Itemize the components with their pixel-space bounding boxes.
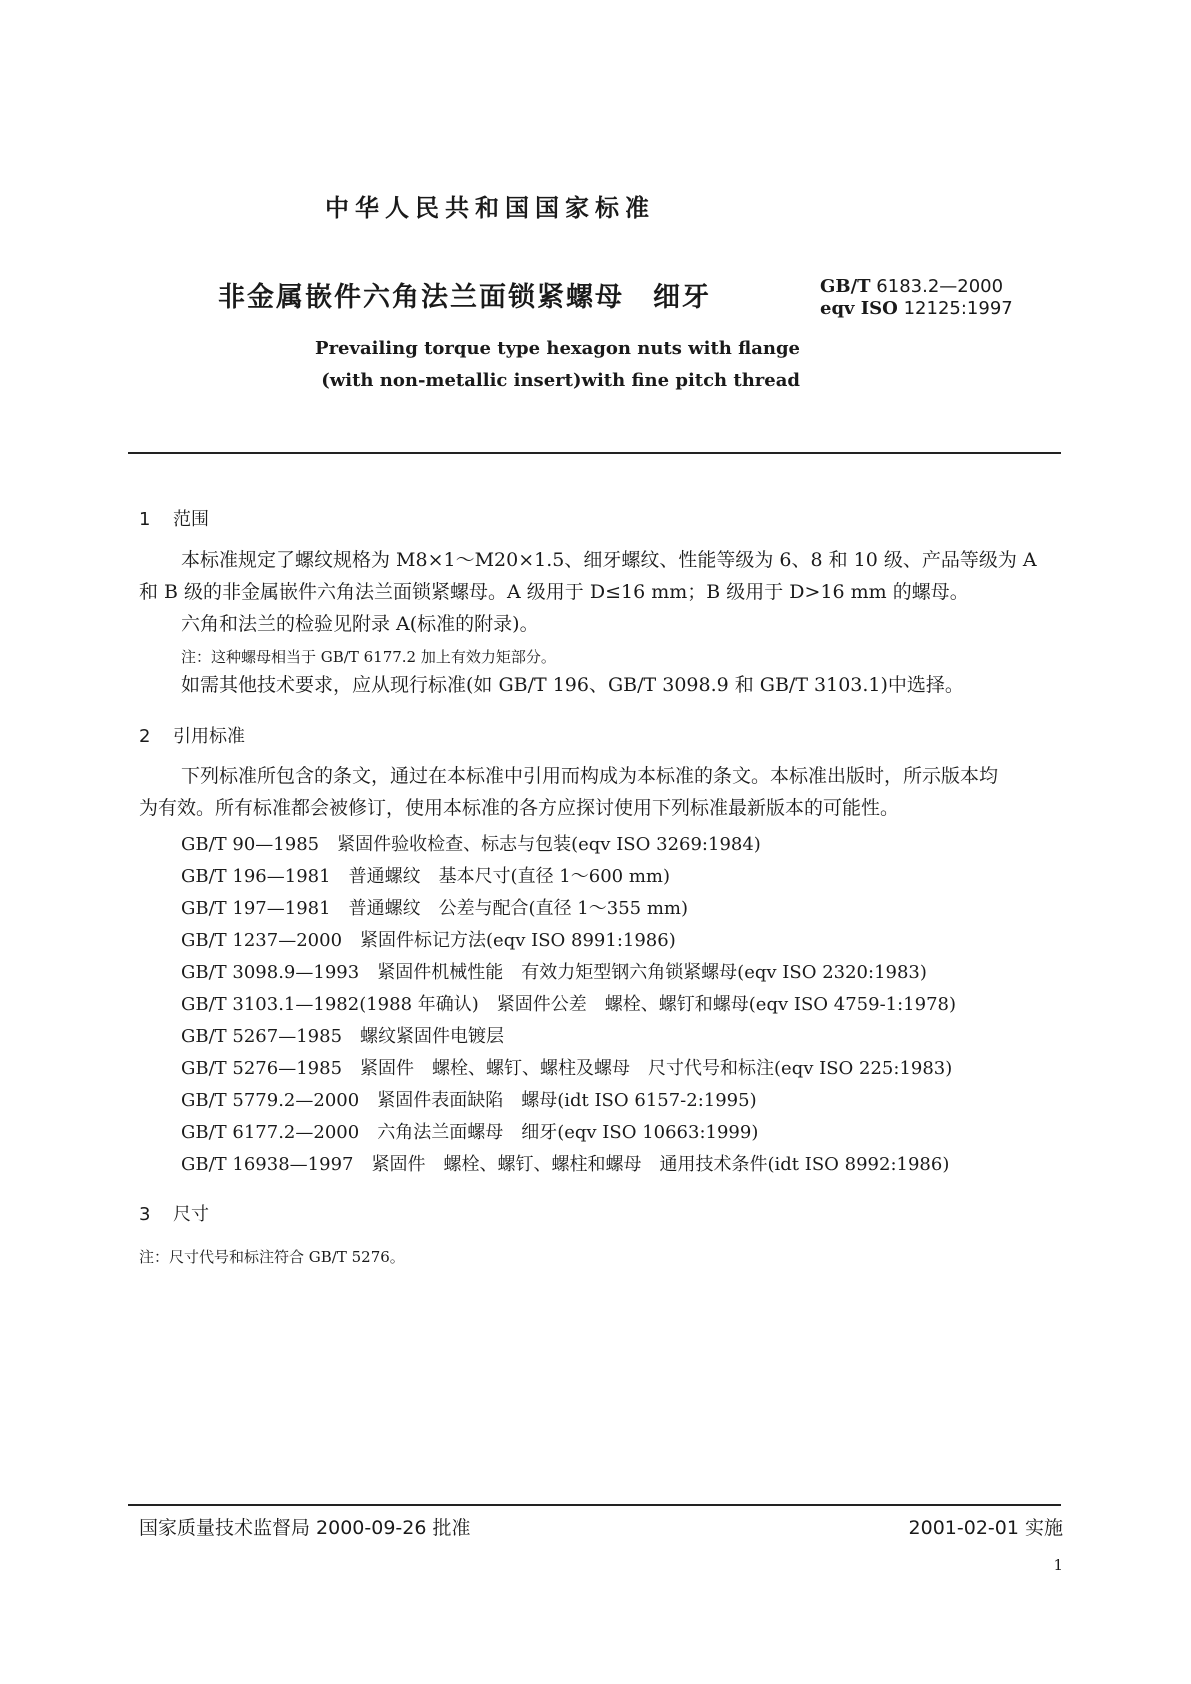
section-3-note: 注：尺寸代号和标注符合 GB/T 5276。 <box>139 1248 405 1266</box>
approval-info: 国家质量技术监督局 2000-09-26 批准 <box>139 1517 471 1539</box>
standard-code-label: GB/T <box>820 276 871 297</box>
section-2-intro-line-1: 下列标准所包含的条文，通过在本标准中引用而构成为本标准的条文。本标准出版时，所示版本均 <box>181 765 999 787</box>
section-2-number: 2 <box>139 726 151 747</box>
section-3-number: 3 <box>139 1204 151 1225</box>
equivalence-number: 12125:1997 <box>903 298 1013 319</box>
implementation-date: 2001-02-01 实施 <box>908 1517 1063 1539</box>
reference-item: GB/T 196—1981 普通螺纹 基本尺寸(直径 1～600 mm) <box>181 866 670 887</box>
section-1-number: 1 <box>139 509 151 530</box>
reference-item: GB/T 5267—1985 螺纹紧固件电镀层 <box>181 1026 505 1047</box>
reference-item: GB/T 16938—1997 紧固件 螺栓、螺钉、螺柱和螺母 通用技术条件(idt ISO 8992:1986) <box>181 1154 950 1175</box>
reference-item: GB/T 3103.1—1982(1988 年确认) 紧固件公差 螺栓、螺钉和螺母(eqv ISO 4759-1:1978) <box>181 994 957 1015</box>
section-1-para-1-line-2: 和 B 级的非金属嵌件六角法兰面锁紧螺母。A 级用于 D≤16 mm；B 级用于 D>16 mm 的螺母。 <box>139 581 969 603</box>
reference-item: GB/T 1237—2000 紧固件标记方法(eqv ISO 8991:1986) <box>181 930 676 951</box>
document-title-en-line2: (with non-metallic insert)with fine pitch thread <box>321 370 800 391</box>
document-title-en-line1: Prevailing torque type hexagon nuts with flange <box>315 338 800 359</box>
page-number: 1 <box>1053 1556 1063 1574</box>
document-title-cn: 非金属嵌件六角法兰面锁紧螺母 细牙 <box>218 282 711 313</box>
header-divider <box>128 452 1061 454</box>
equivalence-code <box>820 298 1013 320</box>
section-2-title: 引用标准 <box>173 726 245 747</box>
standard-code <box>820 276 1013 298</box>
reference-item: GB/T 90—1985 紧固件验收检查、标志与包装(eqv ISO 3269:1984) <box>181 834 761 855</box>
standard-code-number: 6183.2—2000 <box>876 276 1004 297</box>
reference-item: GB/T 197—1981 普通螺纹 公差与配合(直径 1～355 mm) <box>181 898 688 919</box>
reference-item: GB/T 6177.2—2000 六角法兰面螺母 细牙(eqv ISO 10663:1999) <box>181 1122 759 1143</box>
footer-divider <box>128 1504 1061 1506</box>
reference-item: GB/T 5779.2—2000 紧固件表面缺陷 螺母(idt ISO 6157-2:1995) <box>181 1090 757 1111</box>
section-1-para-1-line-1: 本标准规定了螺纹规格为 M8×1～M20×1.5、细牙螺纹、性能等级为 6、8 和 10 级、产品等级为 A <box>181 549 1037 571</box>
section-1-title: 范围 <box>173 509 209 530</box>
section-1-para-3: 如需其他技术要求，应从现行标准(如 GB/T 196、GB/T 3098.9 和 GB/T 3103.1)中选择。 <box>181 674 964 696</box>
reference-item: GB/T 5276—1985 紧固件 螺栓、螺钉、螺柱及螺母 尺寸代号和标注(eqv ISO 225:1983) <box>181 1058 953 1079</box>
standard-code-block <box>820 276 1013 320</box>
section-2-heading <box>139 722 245 748</box>
national-standard-heading: 中华人民共和国国家标准 <box>325 194 655 222</box>
reference-item: GB/T 3098.9—1993 紧固件机械性能 有效力矩型钢六角锁紧螺母(eqv ISO 2320:1983) <box>181 962 927 983</box>
section-2-intro-line-2: 为有效。所有标准都会被修订，使用本标准的各方应探讨使用下列标准最新版本的可能性。 <box>139 797 900 819</box>
section-1-para-2: 六角和法兰的检验见附录 A(标准的附录)。 <box>181 613 539 635</box>
equivalence-label: eqv ISO <box>820 298 898 319</box>
section-1-heading <box>139 505 209 531</box>
section-3-title: 尺寸 <box>173 1204 209 1225</box>
section-3-heading <box>139 1200 209 1226</box>
section-1-note: 注：这种螺母相当于 GB/T 6177.2 加上有效力矩部分。 <box>181 648 556 666</box>
